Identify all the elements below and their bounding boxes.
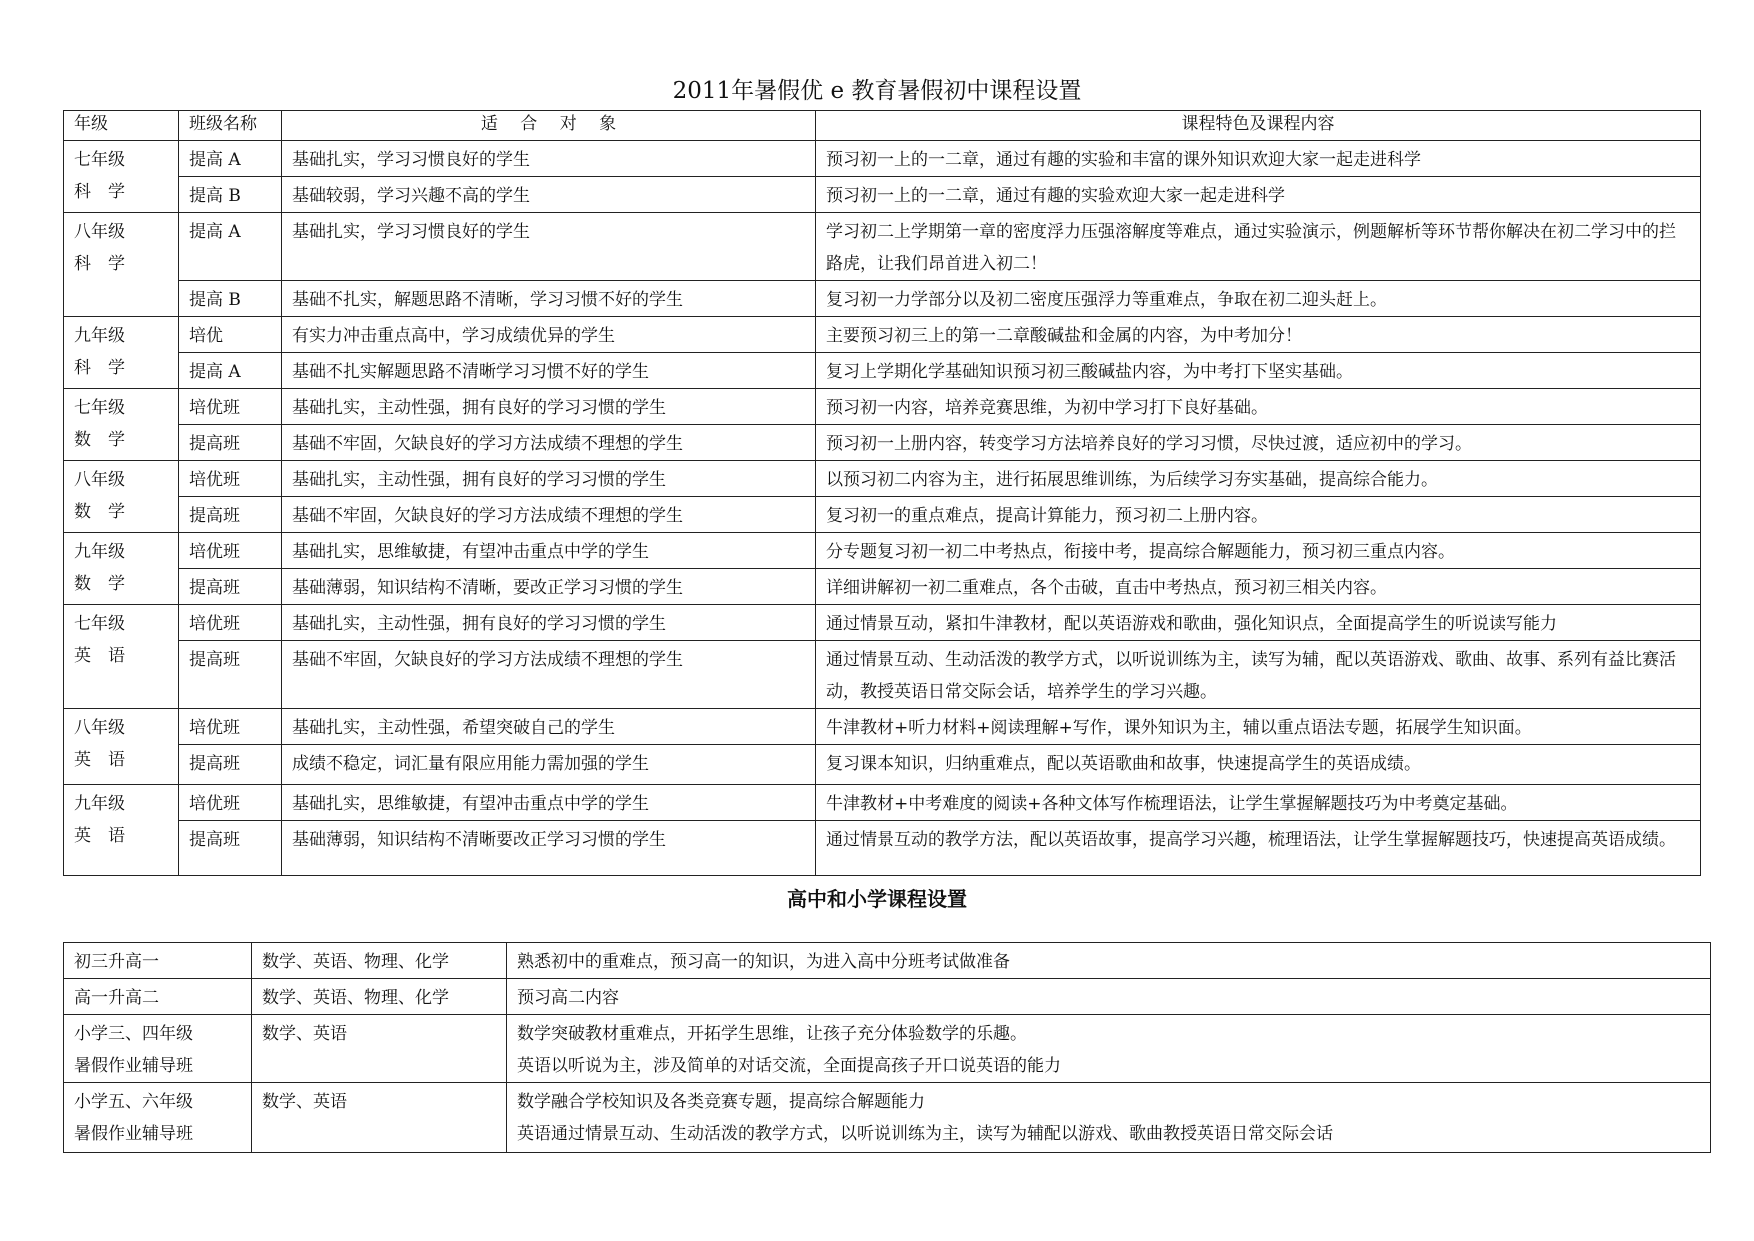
table-row <box>64 785 1701 821</box>
table-row <box>64 569 1701 605</box>
table-row <box>64 425 1701 461</box>
grade-cell <box>64 213 179 317</box>
subjects-cell: 数学、英语、物理、化学 <box>252 943 507 979</box>
content-cell: 预习初一上的一二章，通过有趣的实验欢迎大家一起走进科学 <box>816 177 1701 213</box>
grade-label: 高一升高二 <box>74 988 159 1008</box>
table-row <box>64 605 1701 641</box>
content-cell: 牛津教材+听力材料+阅读理解+写作，课外知识为主，辅以重点语法专题，拓展学生知识面。 <box>816 709 1701 745</box>
table-row <box>64 389 1701 425</box>
content-line: 预习高二内容 <box>517 988 619 1008</box>
grade-cell <box>64 605 179 709</box>
table-row <box>64 641 1701 709</box>
grade-label: 七年级 <box>74 614 125 634</box>
target-cell: 基础不扎实，解题思路不清晰，学习习惯不好的学生 <box>282 281 816 317</box>
class-name-cell: 提高 A <box>179 213 282 281</box>
grade-cell <box>64 141 179 213</box>
subject-label: 英 语 <box>74 826 125 846</box>
table-row <box>64 141 1701 177</box>
content-cell <box>507 979 1711 1015</box>
table-row <box>64 1083 1711 1153</box>
target-cell: 成绩不稳定，词汇量有限应用能力需加强的学生 <box>282 745 816 785</box>
target-cell: 基础扎实，主动性强，拥有良好的学习习惯的学生 <box>282 605 816 641</box>
table-row <box>64 979 1711 1015</box>
table-row <box>64 461 1701 497</box>
table-row <box>64 821 1701 876</box>
content-cell: 预习初一上册内容，转变学习方法培养良好的学习习惯，尽快过渡，适应初中的学习。 <box>816 425 1701 461</box>
content-line: 英语通过情景互动、生动活泼的教学方式，以听说训练为主，读写为辅配以游戏、歌曲教授英语日常交际会话 <box>517 1124 1333 1144</box>
content-line: 英语以听说为主，涉及简单的对话交流，全面提高孩子开口说英语的能力 <box>517 1056 1061 1076</box>
content-cell: 详细讲解初一初二重难点，各个击破，直击中考热点，预习初三相关内容。 <box>816 569 1701 605</box>
class-name-cell: 培优班 <box>179 785 282 821</box>
content-cell: 通过情景互动、生动活泼的教学方式，以听说训练为主，读写为辅，配以英语游戏、歌曲、故事、系列有益比赛活动，教授英语日常交际会话，培养学生的学习兴趣。 <box>816 641 1701 709</box>
content-cell: 预习初一内容，培养竞赛思维，为初中学习打下良好基础。 <box>816 389 1701 425</box>
subject-label: 英 语 <box>74 750 125 770</box>
grade-cell <box>64 389 179 461</box>
content-cell: 牛津教材+中考难度的阅读+各种文体写作梳理语法，让学生掌握解题技巧为中考奠定基础。 <box>816 785 1701 821</box>
grade-label: 八年级 <box>74 222 125 242</box>
class-name-cell: 提高班 <box>179 497 282 533</box>
content-cell: 主要预习初三上的第一二章酸碱盐和金属的内容，为中考加分！ <box>816 317 1701 353</box>
class-name-cell: 培优班 <box>179 605 282 641</box>
header-content: 课程特色及课程内容 <box>816 111 1701 141</box>
class-name-cell: 提高班 <box>179 821 282 876</box>
grade-cell <box>64 533 179 605</box>
target-cell: 基础扎实，思维敏捷，有望冲击重点中学的学生 <box>282 785 816 821</box>
section-title: 高中和小学课程设置 <box>787 887 967 911</box>
grade-cell <box>64 461 179 533</box>
class-name-cell: 培优班 <box>179 461 282 497</box>
content-cell: 以预习初二内容为主，进行拓展思维训练，为后续学习夯实基础，提高综合能力。 <box>816 461 1701 497</box>
table-row <box>64 177 1701 213</box>
target-cell: 基础不牢固，欠缺良好的学习方法成绩不理想的学生 <box>282 641 816 709</box>
grade-label: 八年级 <box>74 470 125 490</box>
target-cell: 基础不扎实解题思路不清晰学习习惯不好的学生 <box>282 353 816 389</box>
target-cell: 基础扎实，学习习惯良好的学生 <box>282 213 816 281</box>
target-cell: 基础不牢固，欠缺良好的学习方法成绩不理想的学生 <box>282 425 816 461</box>
class-name-cell: 提高班 <box>179 569 282 605</box>
junior-course-table <box>63 110 1701 876</box>
grade-label: 初三升高一 <box>74 952 159 972</box>
subjects-cell: 数学、英语 <box>252 1083 507 1153</box>
content-cell: 复习初一的重点难点，提高计算能力，预习初二上册内容。 <box>816 497 1701 533</box>
subject-label: 数 学 <box>74 430 125 450</box>
content-line: 数学突破教材重难点，开拓学生思维，让孩子充分体验数学的乐趣。 <box>517 1024 1027 1044</box>
class-name-cell: 培优班 <box>179 533 282 569</box>
table-row <box>64 213 1701 281</box>
target-cell: 基础不牢固，欠缺良好的学习方法成绩不理想的学生 <box>282 497 816 533</box>
content-cell: 复习上学期化学基础知识预习初三酸碱盐内容，为中考打下坚实基础。 <box>816 353 1701 389</box>
grade-label: 九年级 <box>74 542 125 562</box>
class-name-cell: 提高 A <box>179 353 282 389</box>
target-cell: 基础扎实，思维敏捷，有望冲击重点中学的学生 <box>282 533 816 569</box>
subject-label: 英 语 <box>74 646 125 666</box>
content-cell <box>507 943 1711 979</box>
table-row <box>64 745 1701 785</box>
subject-label: 科 学 <box>74 358 125 378</box>
content-cell <box>507 1015 1711 1083</box>
subjects-cell: 数学、英语 <box>252 1015 507 1083</box>
class-name-cell: 提高班 <box>179 745 282 785</box>
table-row <box>64 1015 1711 1083</box>
content-cell: 通过情景互动的教学方法，配以英语故事，提高学习兴趣，梳理语法，让学生掌握解题技巧，快速提高英语成绩。 <box>816 821 1701 876</box>
class-name-cell: 培优班 <box>179 709 282 745</box>
target-cell: 基础扎实，学习习惯良好的学生 <box>282 141 816 177</box>
header-grade: 年级 <box>64 111 179 141</box>
header-class-name: 班级名称 <box>179 111 282 141</box>
grade-cell <box>64 317 179 389</box>
target-cell: 基础较弱，学习兴趣不高的学生 <box>282 177 816 213</box>
target-cell: 基础薄弱，知识结构不清晰要改正学习习惯的学生 <box>282 821 816 876</box>
table-row <box>64 497 1701 533</box>
grade-cell <box>64 943 252 979</box>
grade-label: 小学五、六年级 <box>74 1092 193 1112</box>
target-cell: 基础扎实，主动性强，希望突破自己的学生 <box>282 709 816 745</box>
table-header-row <box>64 111 1701 141</box>
grade-cell <box>64 1083 252 1153</box>
table-row <box>64 943 1711 979</box>
table-row <box>64 533 1701 569</box>
grade-label: 九年级 <box>74 794 125 814</box>
content-cell: 分专题复习初一初二中考热点，衔接中考，提高综合解题能力，预习初三重点内容。 <box>816 533 1701 569</box>
subjects-cell: 数学、英语、物理、化学 <box>252 979 507 1015</box>
grade-cell <box>64 979 252 1015</box>
content-line: 熟悉初中的重难点，预习高一的知识，为进入高中分班考试做准备 <box>517 952 1010 972</box>
class-name-cell: 提高班 <box>179 641 282 709</box>
page-title: 2011年暑假优 e 教育暑假初中课程设置 <box>672 78 1082 104</box>
grade-label: 八年级 <box>74 718 125 738</box>
class-name-cell: 提高 B <box>179 281 282 317</box>
content-line: 数学融合学校知识及各类竞赛专题，提高综合解题能力 <box>517 1092 925 1112</box>
grade-cell <box>64 709 179 785</box>
content-cell: 预习初一上的一二章，通过有趣的实验和丰富的课外知识欢迎大家一起走进科学 <box>816 141 1701 177</box>
grade-label: 七年级 <box>74 398 125 418</box>
table-row <box>64 353 1701 389</box>
table-row <box>64 281 1701 317</box>
class-name-cell: 提高 A <box>179 141 282 177</box>
class-name-cell: 提高 B <box>179 177 282 213</box>
grade-cell <box>64 785 179 876</box>
grade-label: 小学三、四年级 <box>74 1024 193 1044</box>
content-cell: 通过情景互动，紧扣牛津教材，配以英语游戏和歌曲，强化知识点，全面提高学生的听说读写能力 <box>816 605 1701 641</box>
subject-label: 数 学 <box>74 502 125 522</box>
subject-label: 科 学 <box>74 254 125 274</box>
class-name-cell: 培优 <box>179 317 282 353</box>
target-cell: 基础薄弱，知识结构不清晰，要改正学习习惯的学生 <box>282 569 816 605</box>
grade-label: 七年级 <box>74 150 125 170</box>
grade-label: 暑假作业辅导班 <box>74 1124 193 1144</box>
content-cell: 复习课本知识，归纳重难点，配以英语歌曲和故事，快速提高学生的英语成绩。 <box>816 745 1701 785</box>
table-row <box>64 317 1701 353</box>
target-cell: 基础扎实，主动性强，拥有良好的学习习惯的学生 <box>282 461 816 497</box>
class-name-cell: 提高班 <box>179 425 282 461</box>
target-cell: 有实力冲击重点高中，学习成绩优异的学生 <box>282 317 816 353</box>
target-cell: 基础扎实，主动性强，拥有良好的学习习惯的学生 <box>282 389 816 425</box>
content-cell: 学习初二上学期第一章的密度浮力压强溶解度等难点，通过实验演示，例题解析等环节帮你解决在初二学习中的拦路虎，让我们昂首进入初二！ <box>816 213 1701 281</box>
class-name-cell: 培优班 <box>179 389 282 425</box>
table-row <box>64 709 1701 745</box>
header-target: 适 合 对 象 <box>282 111 816 141</box>
subject-label: 数 学 <box>74 574 125 594</box>
subject-label: 科 学 <box>74 182 125 202</box>
grade-label: 九年级 <box>74 326 125 346</box>
content-cell: 复习初一力学部分以及初二密度压强浮力等重难点，争取在初二迎头赶上。 <box>816 281 1701 317</box>
content-cell <box>507 1083 1711 1153</box>
grade-label: 暑假作业辅导班 <box>74 1056 193 1076</box>
grade-cell <box>64 1015 252 1083</box>
senior-primary-course-table <box>63 942 1711 1153</box>
